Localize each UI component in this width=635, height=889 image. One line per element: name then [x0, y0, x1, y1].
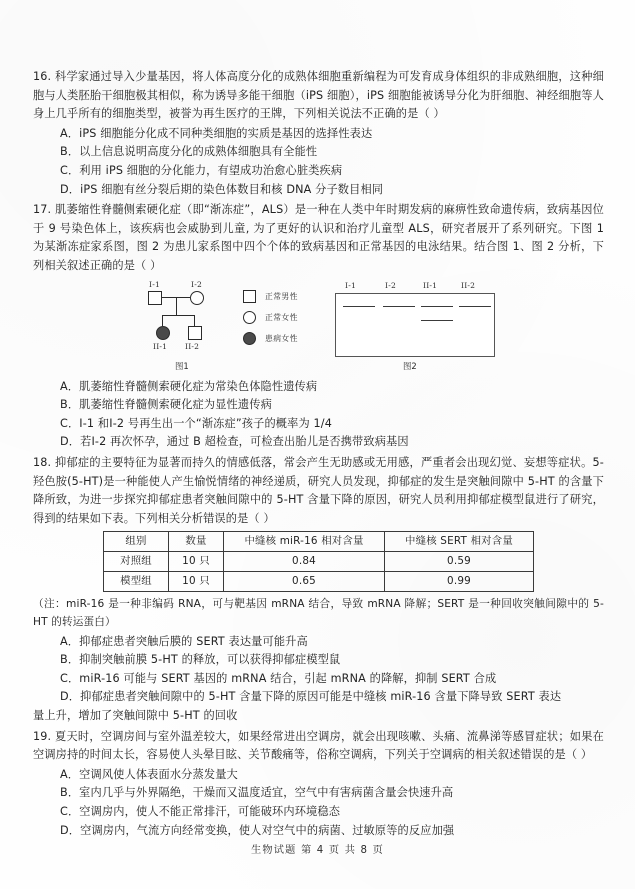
pedigree-symbol-ii-1 — [156, 326, 170, 340]
question-19-options — [33, 766, 604, 840]
pedigree-label-ii-2: II-2 — [185, 341, 200, 351]
pedigree-label-i-2: I-2 — [191, 279, 202, 289]
pedigree-label-i-1: I-1 — [149, 279, 160, 289]
pedigree-legend — [243, 286, 329, 349]
option-a[interactable]: A．抑郁症患者突触后膜的 SERT 表达量可能升高 — [60, 634, 308, 648]
option-d[interactable]: D．空调房内，气流方向经常变换，使人对空气中的病菌、过敏原等的反应加强 — [60, 823, 455, 837]
circle-icon — [243, 311, 256, 324]
gel-lane-label-i-2: I-2 — [385, 280, 396, 290]
pedigree-sibship-line — [162, 315, 195, 316]
table-header-row — [104, 532, 534, 552]
question-18-stem: 18. 抑郁症的主要特征为显著而持久的情感低落，常会产生无助感或无用感，严重者会出现幻觉、妄想等症状。5-羟色胺(5-HT)是一种能使人产生愉悦情绪的神经递质，研究人员发现，抑郁症的发生是突触间隙中 5-HT 的含量下降所致，为进一步探究抑郁症患者突触间隙中的 5-HT 含量下降的原因，研究人员利用抑郁症模型鼠进行了研究，得到的结果如下表。下列相关分析错误的是（ ） — [33, 455, 604, 525]
gel-lane-label-i-1: I-1 — [345, 280, 356, 290]
question-18-options — [33, 633, 604, 726]
pedigree-sib-drop-1 — [162, 315, 163, 326]
legend-row-affected-female — [243, 328, 329, 349]
gel-lane-label-ii-2: II-2 — [461, 280, 476, 290]
pedigree-symbol-i-2 — [190, 291, 204, 305]
gel-band-ii-1-upper — [421, 306, 453, 308]
option-d[interactable]: D．若Ⅰ-2 再次怀孕，通过 B 超检查，可检查出胎儿是否携带致病基因 — [60, 435, 409, 449]
option-c[interactable]: C．miR-16 可能与 SERT 基因的 mRNA 结合，引起 mRNA 的降解，抑制 SERT 合成 — [60, 671, 497, 685]
figure-2-gel — [333, 280, 505, 372]
gel-band-i-1-upper — [343, 306, 375, 308]
gel-band-ii-1-lower — [421, 320, 453, 322]
figure-2-caption: 图2 — [403, 360, 417, 371]
cell-count-model: 10 只 — [169, 572, 224, 592]
question-18 — [33, 454, 604, 726]
option-d[interactable]: D．抑郁症患者突触间隙中的 5-HT 含量下降的原因可能是中缝核 miR-16 含量下降导致 SERT 表达 — [60, 690, 562, 704]
option-c[interactable]: C．Ⅰ-1 和Ⅰ-2 号再生出一个“渐冻症”孩子的概率为 1/4 — [60, 416, 332, 430]
figure-1-pedigree — [143, 280, 328, 372]
gel-lane-label-ii-1: II-1 — [423, 280, 438, 290]
table-18-wrapper — [33, 531, 604, 592]
gel-band-ii-2-upper — [459, 306, 491, 308]
experiment-results-table — [103, 531, 534, 592]
gel-band-i-2-upper — [383, 306, 415, 308]
header-sert: 中缝核 SERT 相对含量 — [385, 532, 534, 552]
cell-count-control: 10 只 — [169, 552, 224, 572]
cell-group-control: 对照组 — [104, 552, 169, 572]
option-b[interactable]: B．室内几乎与外界隔绝，干燥而又温度适宜，空气中有害病菌含量会快速升高 — [60, 786, 454, 800]
page-footer: 生物试题 第 4 页 共 8 页 — [250, 845, 385, 856]
question-17-stem: 17. 肌萎缩性脊髓侧索硬化症（即“渐冻症”，ALS）是一种在人类中年时期发病的麻痹性致命遗传病，致病基因位于 9 号染色体上，该疾病也会威胁到儿童, 为了更好的认识和治疗儿童型 ALS，研究者展开了系列研究。下图 1 为某渐冻症家系图，图 2 为患儿家系图中四个个体的致病基因和正常基因的电泳结果。结合图 1、图 2 分析，下列相关叙述正确的是（ ） — [33, 203, 604, 272]
cell-sert-model: 0.99 — [385, 572, 534, 592]
page-content — [33, 68, 604, 842]
header-count: 数量 — [169, 532, 224, 552]
option-c[interactable]: C．空调房内，使人不能正常排汗，可能破环内环境稳态 — [60, 805, 341, 819]
legend-label-affected-female: 患病女性 — [265, 333, 298, 343]
cell-mir16-model: 0.65 — [224, 572, 385, 592]
question-16-options — [33, 125, 604, 199]
question-19-stem: 19. 夏天时，空调房间与室外温差较大，如果经常进出空调房，就会出现咳嗽、头痛、流鼻涕等感冒症状；如果在空调房持的时间太长，容易使人头晕目眩、关节酸痛等，俗称空调病，下列关于空调病的相关叙述错误的是（ ） — [33, 729, 604, 762]
header-mir16: 中缝核 miR-16 相对含量 — [224, 532, 385, 552]
figures-row — [33, 280, 604, 376]
option-a[interactable]: A．空调风使人体表面水分蒸发量大 — [60, 767, 238, 781]
filled-circle-icon — [243, 332, 256, 345]
pedigree-chart — [143, 280, 248, 366]
header-group: 组别 — [104, 532, 169, 552]
legend-row-normal-male — [243, 286, 329, 307]
question-17-options — [33, 378, 604, 452]
figure-1-caption: 图1 — [175, 360, 189, 371]
pedigree-symbol-ii-2 — [188, 326, 202, 340]
cell-group-model: 模型组 — [104, 572, 169, 592]
table-row — [104, 572, 534, 592]
question-19 — [33, 728, 604, 841]
question-18-note: （注：miR-16 是一种非编码 RNA，可与靶基因 mRNA 结合，导致 mRNA 降解；SERT 是一种回收突触间隙中的 5-HT 的转运蛋白） — [33, 598, 604, 629]
option-a[interactable]: A．肌萎缩性脊髓侧索硬化症为常染色体隐性遗传病 — [60, 379, 318, 393]
pedigree-symbol-i-1 — [148, 291, 162, 305]
square-icon — [243, 290, 256, 303]
question-17 — [33, 201, 604, 452]
option-d-continued[interactable]: 量上升，增加了突触间隙中 5-HT 的回收 — [33, 709, 238, 723]
option-b[interactable]: B．抑制突触前膜 5-HT 的释放，可以获得抑郁症模型鼠 — [60, 653, 341, 667]
table-row — [104, 552, 534, 572]
legend-row-normal-female — [243, 307, 329, 328]
question-16-stem: 16. 科学家通过导入少量基因，将人体高度分化的成熟体细胞重新编程为可发育成身体组织的非成熟细胞，这种细胞与人类胚胎干细胞极其相似，称为诱导多能干细胞（iPS 细胞），iPS 细胞能被诱导分化为肝细胞、神经细胞等人身上几乎所有的细胞类型，被誉为再生医疗的王牌，下列相关说法不正确的是（ ） — [33, 70, 604, 121]
option-b[interactable]: B．肌萎缩性脊髓侧索硬化症为显性遗传病 — [60, 398, 272, 412]
cell-sert-control: 0.59 — [385, 552, 534, 572]
legend-label-normal-female: 正常女性 — [265, 312, 298, 322]
pedigree-descent-line — [176, 298, 177, 315]
legend-label-normal-male: 正常男性 — [265, 291, 298, 301]
cell-mir16-control: 0.84 — [224, 552, 385, 572]
pedigree-sib-drop-2 — [194, 315, 195, 326]
option-b[interactable]: B．以上信息说明高度分化的成熟体细胞具有全能性 — [60, 145, 318, 159]
option-c[interactable]: C．利用 iPS 细胞的分化能力，有望成功治愈心脏类疾病 — [60, 163, 343, 177]
option-a[interactable]: A．iPS 细胞能分化成不同种类细胞的实质是基因的选择性表达 — [60, 126, 373, 140]
gel-box — [335, 293, 495, 357]
option-d[interactable]: D．iPS 细胞有丝分裂后期的染色体数目和核 DNA 分子数目相同 — [60, 182, 384, 196]
question-16 — [33, 68, 604, 199]
pedigree-label-ii-1: II-1 — [153, 341, 168, 351]
